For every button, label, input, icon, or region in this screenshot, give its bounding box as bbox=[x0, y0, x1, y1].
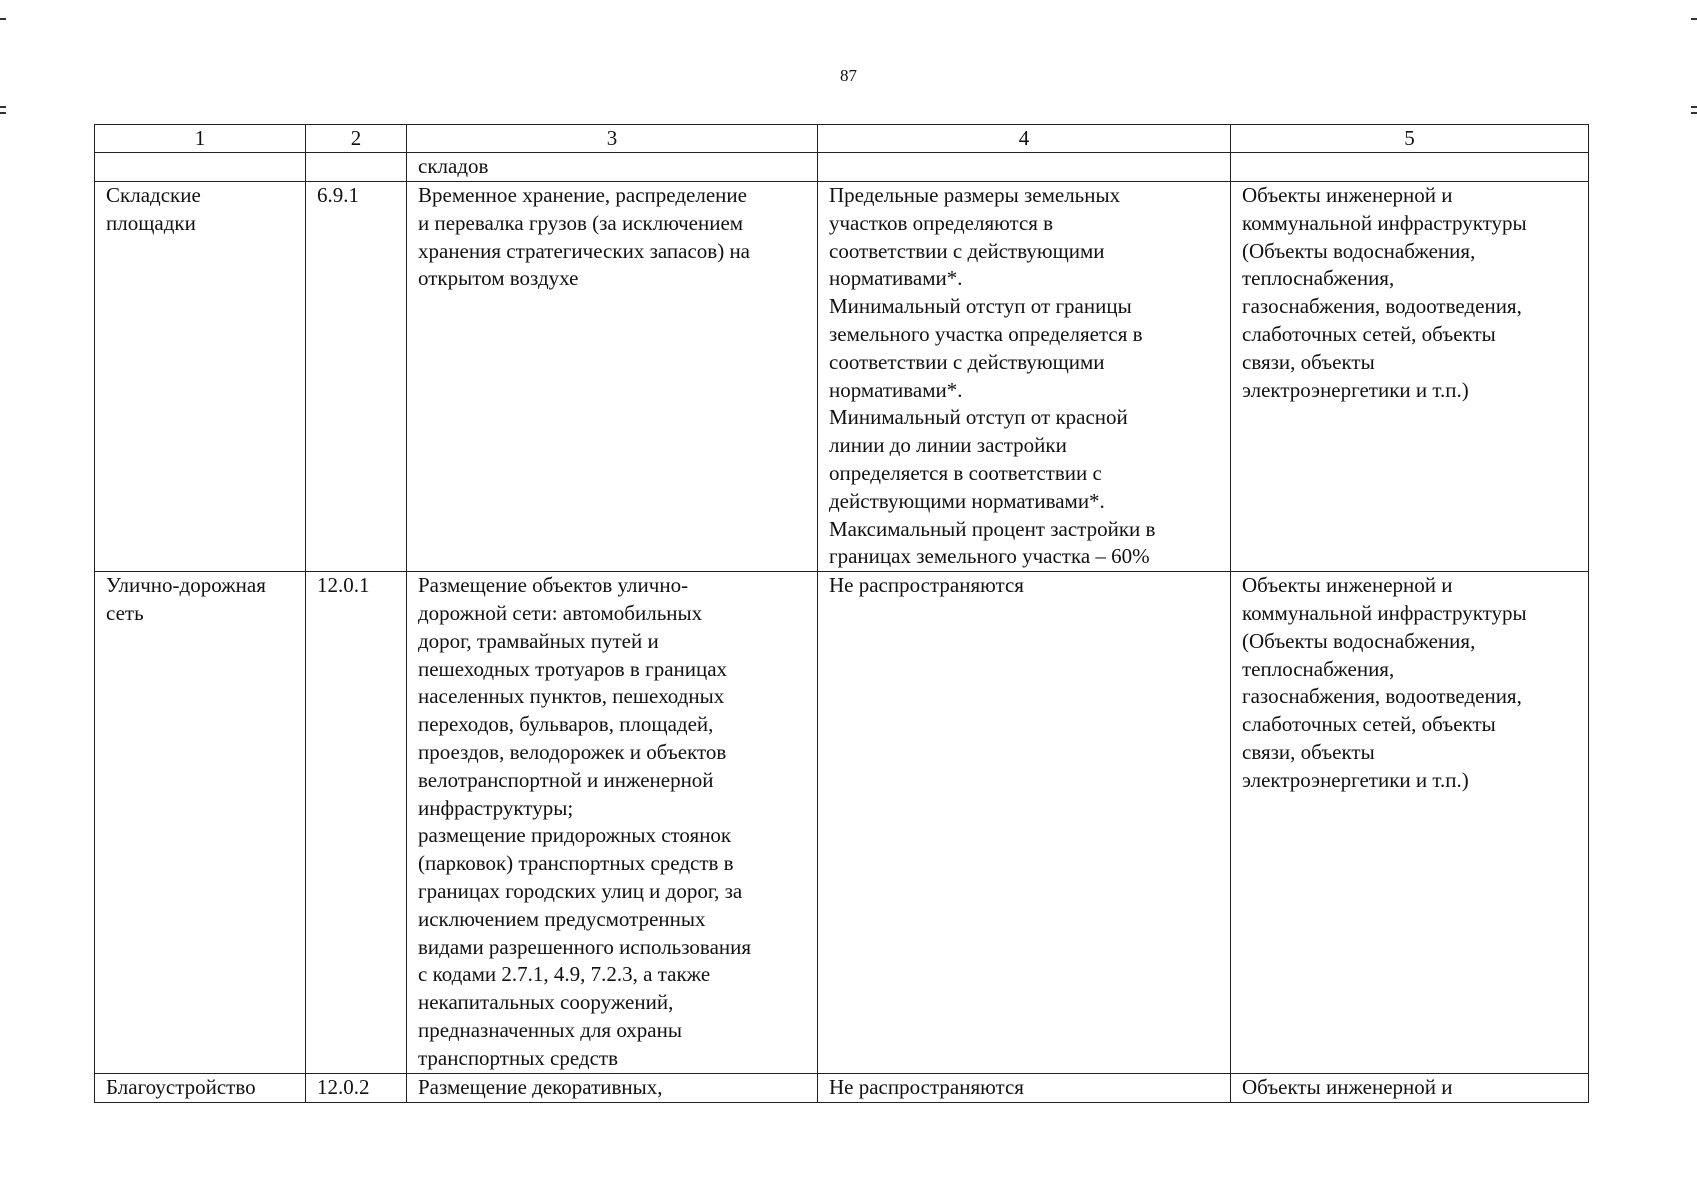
margin-mark bbox=[1691, 106, 1697, 108]
use-description-cell: складов bbox=[407, 153, 818, 182]
column-header: 1 bbox=[95, 125, 306, 153]
margin-mark bbox=[1691, 18, 1697, 20]
column-header: 3 bbox=[407, 125, 818, 153]
infrastructure-cell bbox=[1231, 153, 1589, 182]
margin-mark bbox=[0, 112, 6, 114]
use-description-cell: Размещение декоративных, bbox=[407, 1073, 818, 1102]
table-row bbox=[95, 572, 1589, 1073]
margin-mark bbox=[0, 18, 6, 20]
table-row bbox=[95, 1073, 1589, 1102]
use-description-cell: Временное хранение, распределение и перевалка грузов (за исключением хранения стратегических запасов) на открытом воздухе bbox=[407, 182, 818, 572]
use-code-cell: 6.9.1 bbox=[306, 182, 407, 572]
infrastructure-cell: Объекты инженерной и коммунальной инфраструктуры (Объекты водоснабжения, теплоснабжения, газоснабжения, водоотведения, слаботочных сетей, объекты связи, объекты электроэнергетики и т.п.) bbox=[1231, 572, 1589, 1073]
table-row bbox=[95, 182, 1589, 572]
margin-mark bbox=[1691, 112, 1697, 114]
use-name-cell: Благоустройство bbox=[95, 1073, 306, 1102]
page-number: 87 bbox=[840, 66, 857, 85]
column-header: 2 bbox=[306, 125, 407, 153]
parameters-cell: Предельные размеры земельных участков определяются в соответствии с действующими нормативами*. Минимальный отступ от границы земельного участка определяется в соответствии с действующими нормативами*. Минимальный отступ от красной линии до линии застройки определяется в соответствии с действующими нормативами*. Максимальный процент застройки в границах земельного участка – 60% bbox=[818, 182, 1231, 572]
use-code-cell: 12.0.2 bbox=[306, 1073, 407, 1102]
header-row bbox=[95, 125, 1589, 153]
column-header: 4 bbox=[818, 125, 1231, 153]
use-description-cell: Размещение объектов улично- дорожной сети: автомобильных дорог, трамвайных путей и пешеходных тротуаров в границах населенных пунктов, пешеходных переходов, бульваров, площадей, проездов, велодорожек и объектов велотранспортной и инженерной инфраструктуры; размещение придорожных стоянок (парковок) транспортных средств в границах городских улиц и дорог, за исключением предусмотренных видами разрешенного использования с кодами 2.7.1, 4.9, 7.2.3, а также некапитальных сооружений, предназначенных для охраны транспортных средств bbox=[407, 572, 818, 1073]
table-row bbox=[95, 153, 1589, 182]
parameters-cell: Не распространяются bbox=[818, 572, 1231, 1073]
parameters-cell bbox=[818, 153, 1231, 182]
use-code-cell bbox=[306, 153, 407, 182]
infrastructure-cell: Объекты инженерной и коммунальной инфраструктуры (Объекты водоснабжения, теплоснабжения, газоснабжения, водоотведения, слаботочных сетей, объекты связи, объекты электроэнергетики и т.п.) bbox=[1231, 182, 1589, 572]
margin-mark bbox=[0, 106, 6, 108]
use-code-cell: 12.0.1 bbox=[306, 572, 407, 1073]
use-name-cell bbox=[95, 153, 306, 182]
column-header: 5 bbox=[1231, 125, 1589, 153]
infrastructure-cell: Объекты инженерной и bbox=[1231, 1073, 1589, 1102]
use-name-cell: Улично-дорожная сеть bbox=[95, 572, 306, 1073]
zoning-table bbox=[94, 124, 1589, 1103]
parameters-cell: Не распространяются bbox=[818, 1073, 1231, 1102]
use-name-cell: Складские площадки bbox=[95, 182, 306, 572]
